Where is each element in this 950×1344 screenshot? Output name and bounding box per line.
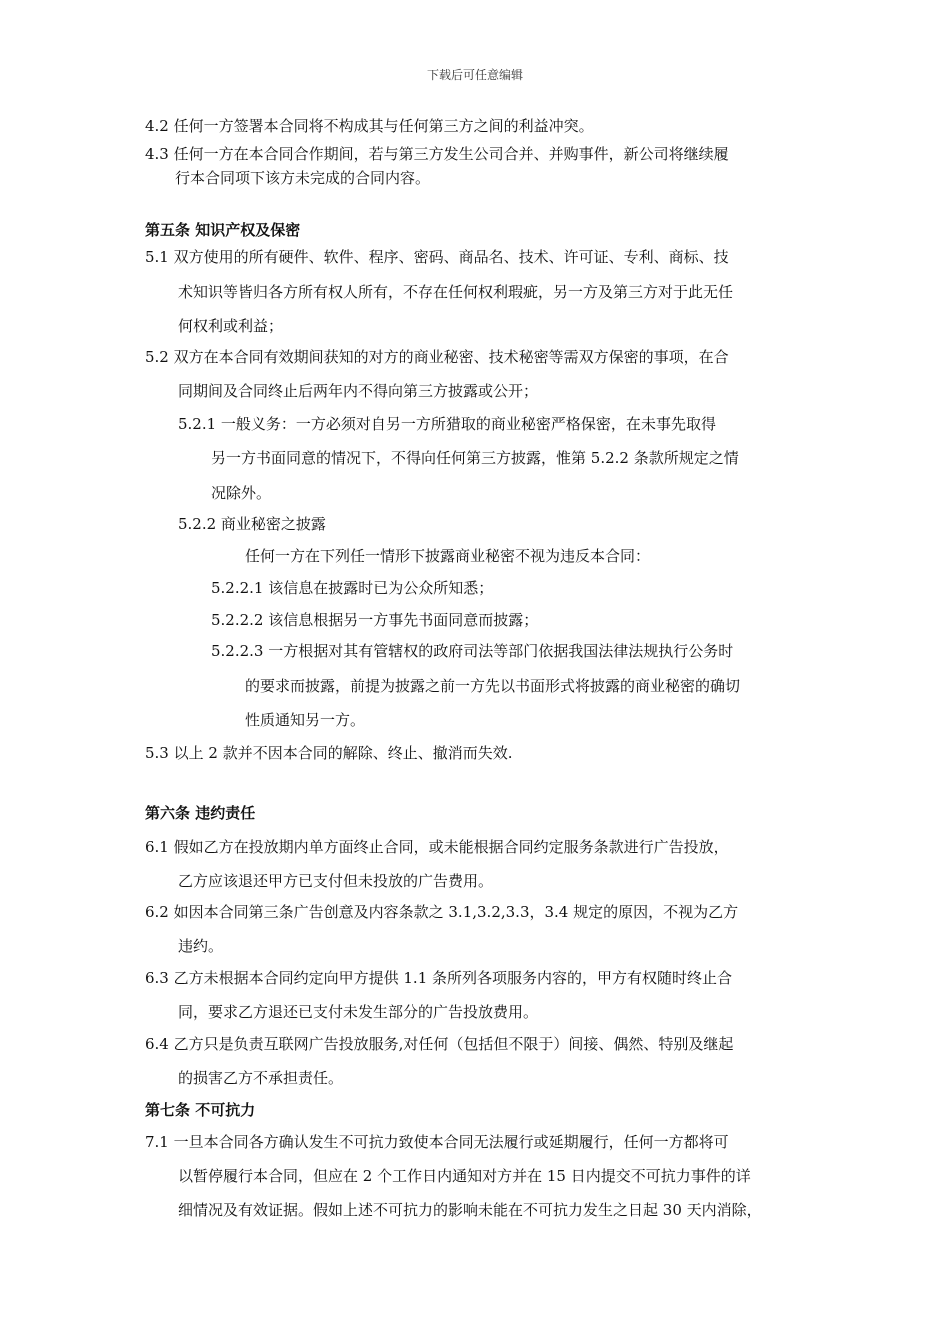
clause-5-2-1: 5.2.1 一般义务：一方必须对自另一方所猎取的商业秘密严格保密，在未事先取得 <box>178 415 716 433</box>
clause-5-2-1-cont: 况除外。 <box>211 484 272 502</box>
clause-6-2: 6.2 如因本合同第三条广告创意及内容条款之 3.1,3.2,3.3，3.4 规定的原因，不视为乙方 <box>145 903 739 921</box>
clause-7-1-cont: 以暂停履行本合同，但应在 2 个工作日内通知对方并在 15 日内提交不可抗力事件的详 <box>178 1167 751 1185</box>
clause-4-3-cont: 行本合同项下该方未完成的合同内容。 <box>175 169 431 187</box>
clause-5-1-cont: 术知识等皆归各方所有权人所有，不存在任何权利瑕疵，另一方及第三方对于此无任 <box>178 283 734 301</box>
clause-7-1: 7.1 一旦本合同各方确认发生不可抗力致使本合同无法履行或延期履行，任何一方都将可 <box>145 1133 729 1151</box>
article-7-heading: 第七条 不可抗力 <box>145 1101 256 1119</box>
clause-5-1: 5.1 双方使用的所有硬件、软件、程序、密码、商品名、技术、许可证、专利、商标、技 <box>145 248 729 266</box>
article-6-heading: 第六条 违约责任 <box>145 804 256 822</box>
clause-5-3: 5.3 以上 2 款并不因本合同的解除、终止、撤消而失效. <box>145 744 513 762</box>
clause-5-2-2-3: 5.2.2.3 一方根据对其有管辖权的政府司法等部门依据我国法律法规执行公务时 <box>211 642 734 660</box>
clause-5-2-cont: 同期间及合同终止后两年内不得向第三方披露或公开； <box>178 382 539 400</box>
clause-5-2-2-2: 5.2.2.2 该信息根据另一方事先书面同意而披露； <box>211 611 539 629</box>
clause-5-2-2-1: 5.2.2.1 该信息在披露时已为公众所知悉； <box>211 579 494 597</box>
clause-6-4: 6.4 乙方只是负责互联网广告投放服务,对任何（包括但不限于）间接、偶然、特别及继起 <box>145 1035 734 1053</box>
clause-5-2-2-3-cont: 的要求而披露，前提为披露之前一方先以书面形式将披露的商业秘密的确切 <box>245 677 741 695</box>
page-header: 下载后可任意编辑 <box>426 68 523 82</box>
clause-5-2: 5.2 双方在本合同有效期间获知的对方的商业秘密、技术秘密等需双方保密的事项，在合 <box>145 348 729 366</box>
clause-5-2-2: 5.2.2 商业秘密之披露 <box>178 515 326 533</box>
clause-6-1-cont: 乙方应该退还甲方已支付但未投放的广告费用。 <box>178 872 494 890</box>
clause-4-2: 4.2 任何一方签署本合同将不构成其与任何第三方之间的利益冲突。 <box>145 117 594 135</box>
clause-5-1-cont: 何权利或利益； <box>178 317 284 335</box>
clause-5-2-1-cont: 另一方书面同意的情况下，不得向任何第三方披露，惟第 5.2.2 条款所规定之情 <box>211 449 739 467</box>
clause-7-1-cont: 细情况及有效证据。假如上述不可抗力的影响未能在不可抗力发生之日起 30 天内消除， <box>178 1201 762 1219</box>
clause-6-3: 6.3 乙方未根据本合同约定向甲方提供 1.1 条所列各项服务内容的，甲方有权随时终止合 <box>145 969 733 987</box>
article-5-heading: 第五条 知识产权及保密 <box>145 221 301 239</box>
clause-6-3-cont: 同，要求乙方退还已支付未发生部分的广告投放费用。 <box>178 1003 539 1021</box>
clause-6-1: 6.1 假如乙方在投放期内单方面终止合同，或未能根据合同约定服务条款进行广告投放， <box>145 838 729 856</box>
clause-5-2-2-3-cont: 性质通知另一方。 <box>245 711 366 729</box>
clause-4-3: 4.3 任何一方在本合同合作期间，若与第三方发生公司合并、并购事件，新公司将继续履 <box>145 145 729 163</box>
clause-6-2-cont: 违约。 <box>178 937 224 955</box>
clause-6-4-cont: 的损害乙方不承担责任。 <box>178 1069 344 1087</box>
clause-5-2-2-intro: 任何一方在下列任一情形下披露商业秘密不视为违反本合同： <box>245 547 651 565</box>
